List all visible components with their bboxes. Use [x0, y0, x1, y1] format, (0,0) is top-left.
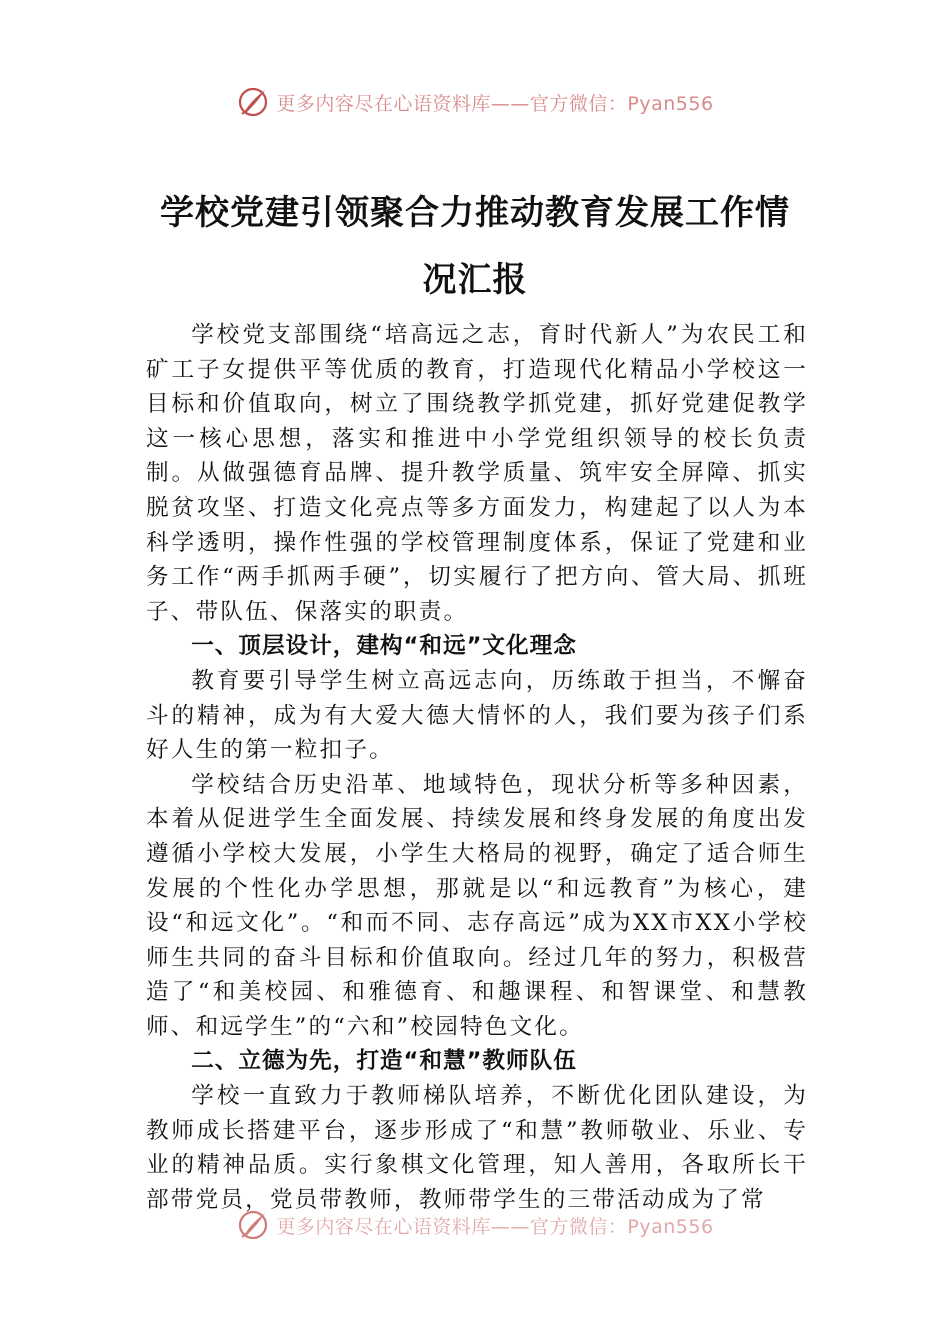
section1-heading: 一、顶层设计，建构“和远”文化理念: [191, 633, 577, 660]
section2-heading: 二、立德为先，打造“和慧”教师队伍: [191, 1048, 577, 1075]
watermark-text: 更多内容尽在心语资料库——官方微信：Pyan556: [276, 1215, 714, 1238]
section1-paragraph1: 教育要引导学生树立高远志向，历练敢于担当，不懈奋斗的精神，成为有大爱大德大情怀的人，我们要为孩子们系好人生的第一粒扣子。: [146, 667, 808, 764]
document-body: [146, 318, 808, 1217]
watermark-footer: [0, 1205, 950, 1245]
section2-paragraph1: 学校一直致力于教师梯队培养，不断优化团队建设，为教师成长搭建平台，逐步形成了“和慧”教师敬业、乐业、专业的精神品质。实行象棋文化管理，知人善用，各取所长干部带党员，党员带教师，教师带学生的三带活动成为了常: [146, 1083, 808, 1213]
quill-pen-logo-icon: [236, 1208, 270, 1242]
document-title-line2: 况汇报: [422, 260, 528, 300]
quill-pen-logo-icon: [236, 85, 270, 119]
section1-paragraph2: 学校结合历史沿革、地域特色，现状分析等多种因素，本着从促进学生全面发展、持续发展和终身发展的角度出发遵循小学校大发展，小学生大格局的视野，确定了适合师生发展的个性化办学思想，那就是以“和远教育”为核心，建设“和远文化”。“和而不同、志存高远”成为XX市XX小学校师生共同的奋斗目标和价值取向。经过几年的努力，积极营造了“和美校园、和雅德育、和趣课程、和智课堂、和慧教师、和远学生”的“六和”校园特色文化。: [146, 771, 808, 1040]
intro-paragraph: 学校党支部围绕“培高远之志，育时代新人”为农民工和矿工子女提供平等优质的教育，打造现代化精品小学校这一目标和价值取向，树立了围绕教学抓党建，抓好党建促教学这一核心思想，落实和推进中小学党组织领导的校长负责制。从做强德育品牌、提升教学质量、筑牢安全屏障、抓实脱贫攻坚、打造文化亮点等多方面发力，构建起了以人为本科学透明，操作性强的学校管理制度体系，保证了党建和业务工作“两手抓两手硬”，切实履行了把方向、管大局、抓班子、带队伍、保落实的职责。: [146, 322, 808, 625]
watermark-header: [0, 82, 950, 122]
document-title-line1: 学校党建引领聚合力推动教育发展工作情: [160, 193, 790, 233]
watermark-text: 更多内容尽在心语资料库——官方微信：Pyan556: [276, 92, 714, 115]
